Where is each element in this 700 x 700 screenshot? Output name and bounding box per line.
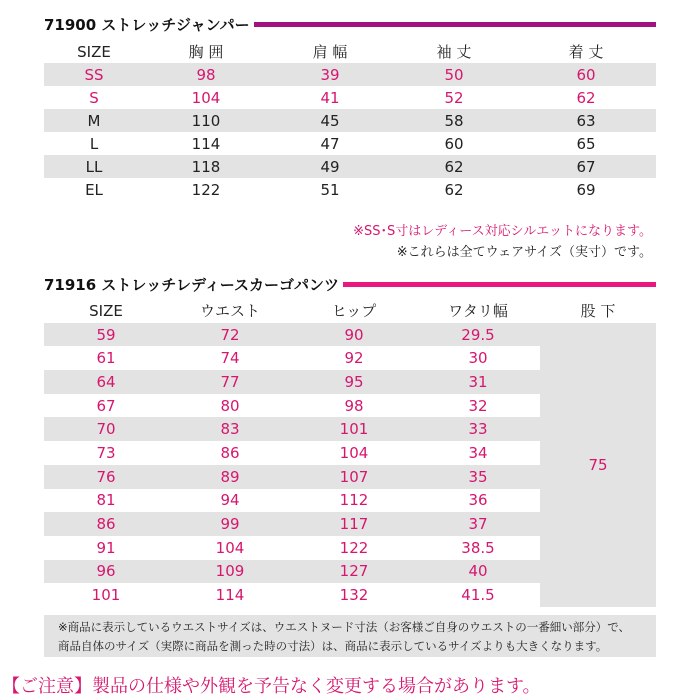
table-cell: 35 (416, 465, 540, 489)
table-cell: 95 (292, 370, 416, 394)
table-cell: 117 (292, 512, 416, 536)
table-cell: 91 (96, 538, 116, 557)
table-cell: 80 (220, 396, 240, 415)
table-cell: 86 (220, 443, 240, 462)
header-sleeve: 袖 丈 (436, 43, 472, 61)
table-cell: 98 (144, 63, 268, 86)
header-waist: ウエスト (199, 302, 260, 321)
table-cell: 90 (292, 323, 416, 347)
table-row (44, 109, 656, 132)
table-cell: 118 (144, 155, 268, 178)
table-cell: 30 (468, 349, 488, 368)
table-row (44, 155, 656, 178)
jumper-size-table (44, 40, 656, 201)
table-cell: 61 (96, 349, 116, 368)
table-cell: 39 (268, 63, 392, 86)
table-cell: 122 (339, 538, 369, 557)
table-cell: 67 (516, 155, 656, 178)
pants-size-table (44, 299, 656, 607)
table-cell: 114 (215, 586, 245, 605)
table-cell: 76 (44, 465, 168, 489)
table-cell: 132 (339, 586, 369, 605)
table-cell: 41 (320, 88, 340, 107)
table-cell: M (44, 109, 144, 132)
table-cell: 104 (215, 538, 245, 557)
table-cell: 51 (320, 180, 340, 199)
table-cell: 101 (91, 586, 121, 605)
table-cell: LL (44, 155, 144, 178)
table-cell: 60 (516, 63, 656, 86)
table-row (44, 178, 656, 201)
table-cell: 62 (392, 155, 516, 178)
table-cell: 110 (144, 109, 268, 132)
table-cell: 37 (416, 512, 540, 536)
actual-size-note: ※これらは全てウェアサイズ（実寸）です。 (396, 245, 652, 260)
jumper-title: 71900 ストレッチジャンパー (44, 16, 250, 34)
table-cell: 81 (96, 491, 116, 510)
table-cell: 72 (168, 323, 292, 347)
header-hip: ヒップ (331, 302, 377, 321)
table-cell: 59 (44, 323, 168, 347)
table-cell: 45 (268, 109, 392, 132)
table-cell: 104 (339, 443, 369, 462)
table-row (44, 323, 656, 347)
header-length: 着 丈 (568, 43, 604, 61)
table-cell: 77 (168, 370, 292, 394)
table-cell: 99 (168, 512, 292, 536)
table-cell: 114 (191, 134, 221, 153)
table-row (44, 86, 656, 109)
table-cell: SS (44, 63, 144, 86)
ladies-silhouette-note: ※SS･S寸はレディース対応シルエットになります。 (353, 224, 652, 239)
header-size: SIZE (89, 301, 123, 320)
table-cell: 70 (44, 417, 168, 441)
table-cell: 63 (516, 109, 656, 132)
table-cell: 127 (292, 560, 416, 584)
pants-title: 71916 ストレッチレディースカーゴパンツ (44, 276, 340, 294)
header-thigh: ワタリ幅 (448, 302, 508, 321)
table-row (44, 132, 656, 155)
table-cell: 98 (344, 396, 364, 415)
jumper-section-title (44, 14, 656, 35)
table-cell: 67 (96, 396, 116, 415)
table-cell: 47 (320, 134, 340, 153)
table-cell: 32 (468, 396, 488, 415)
footnote-line: 商品自体のサイズ（実際に商品を測った時の寸法）は、商品に表示しているサイズよりも大きくなります。 (58, 639, 608, 653)
table-cell: 64 (44, 370, 168, 394)
header-inseam: 股 下 (580, 302, 616, 321)
header-shoulder: 肩 幅 (312, 43, 348, 61)
table-cell: 74 (220, 349, 240, 368)
table-cell: 58 (392, 109, 516, 132)
caution-notice: 【ご注意】製品の仕様や外観を予告なく変更する場合があります。 (2, 676, 541, 697)
waist-size-footnote (44, 615, 656, 657)
table-cell: 94 (220, 491, 240, 510)
title-bar (254, 22, 656, 27)
table-cell: 112 (339, 491, 369, 510)
table-cell: 107 (292, 465, 416, 489)
table-header-row (44, 299, 656, 323)
table-cell: 62 (576, 88, 596, 107)
table-cell: 89 (168, 465, 292, 489)
table-header-row (44, 40, 656, 63)
header-chest: 胸 囲 (188, 43, 224, 61)
table-cell: 38.5 (461, 538, 495, 557)
table-cell: S (89, 88, 99, 107)
table-cell: 31 (416, 370, 540, 394)
table-cell: 83 (168, 417, 292, 441)
table-cell: 29.5 (416, 323, 540, 347)
table-cell: 40 (416, 560, 540, 584)
table-cell: 86 (44, 512, 168, 536)
table-cell: 73 (96, 443, 116, 462)
table-row (44, 63, 656, 86)
table-cell: 41.5 (461, 586, 495, 605)
table-cell: 34 (468, 443, 488, 462)
table-cell: 101 (292, 417, 416, 441)
table-cell: 62 (444, 180, 464, 199)
table-cell: 69 (576, 180, 596, 199)
header-size: SIZE (77, 42, 111, 61)
table-cell: 52 (444, 88, 464, 107)
table-cell: 109 (168, 560, 292, 584)
pants-section-title (44, 274, 656, 295)
table-cell: 33 (416, 417, 540, 441)
table-cell: 49 (268, 155, 392, 178)
table-cell: 50 (392, 63, 516, 86)
title-bar (343, 282, 656, 287)
table-cell: 122 (191, 180, 221, 199)
footnote-line: ※商品に表示しているウエストサイズは、ウエストヌード寸法（お客様ご自身のウエストの一番細い部分）で、 (58, 620, 630, 634)
table-cell: 65 (576, 134, 596, 153)
table-cell: EL (85, 180, 103, 199)
inseam-value: 75 (540, 323, 656, 607)
table-cell: L (89, 134, 99, 153)
table-cell: 60 (444, 134, 464, 153)
table-cell: 96 (44, 560, 168, 584)
table-cell: 36 (468, 491, 488, 510)
table-cell: 104 (191, 88, 221, 107)
table-cell: 92 (344, 349, 364, 368)
